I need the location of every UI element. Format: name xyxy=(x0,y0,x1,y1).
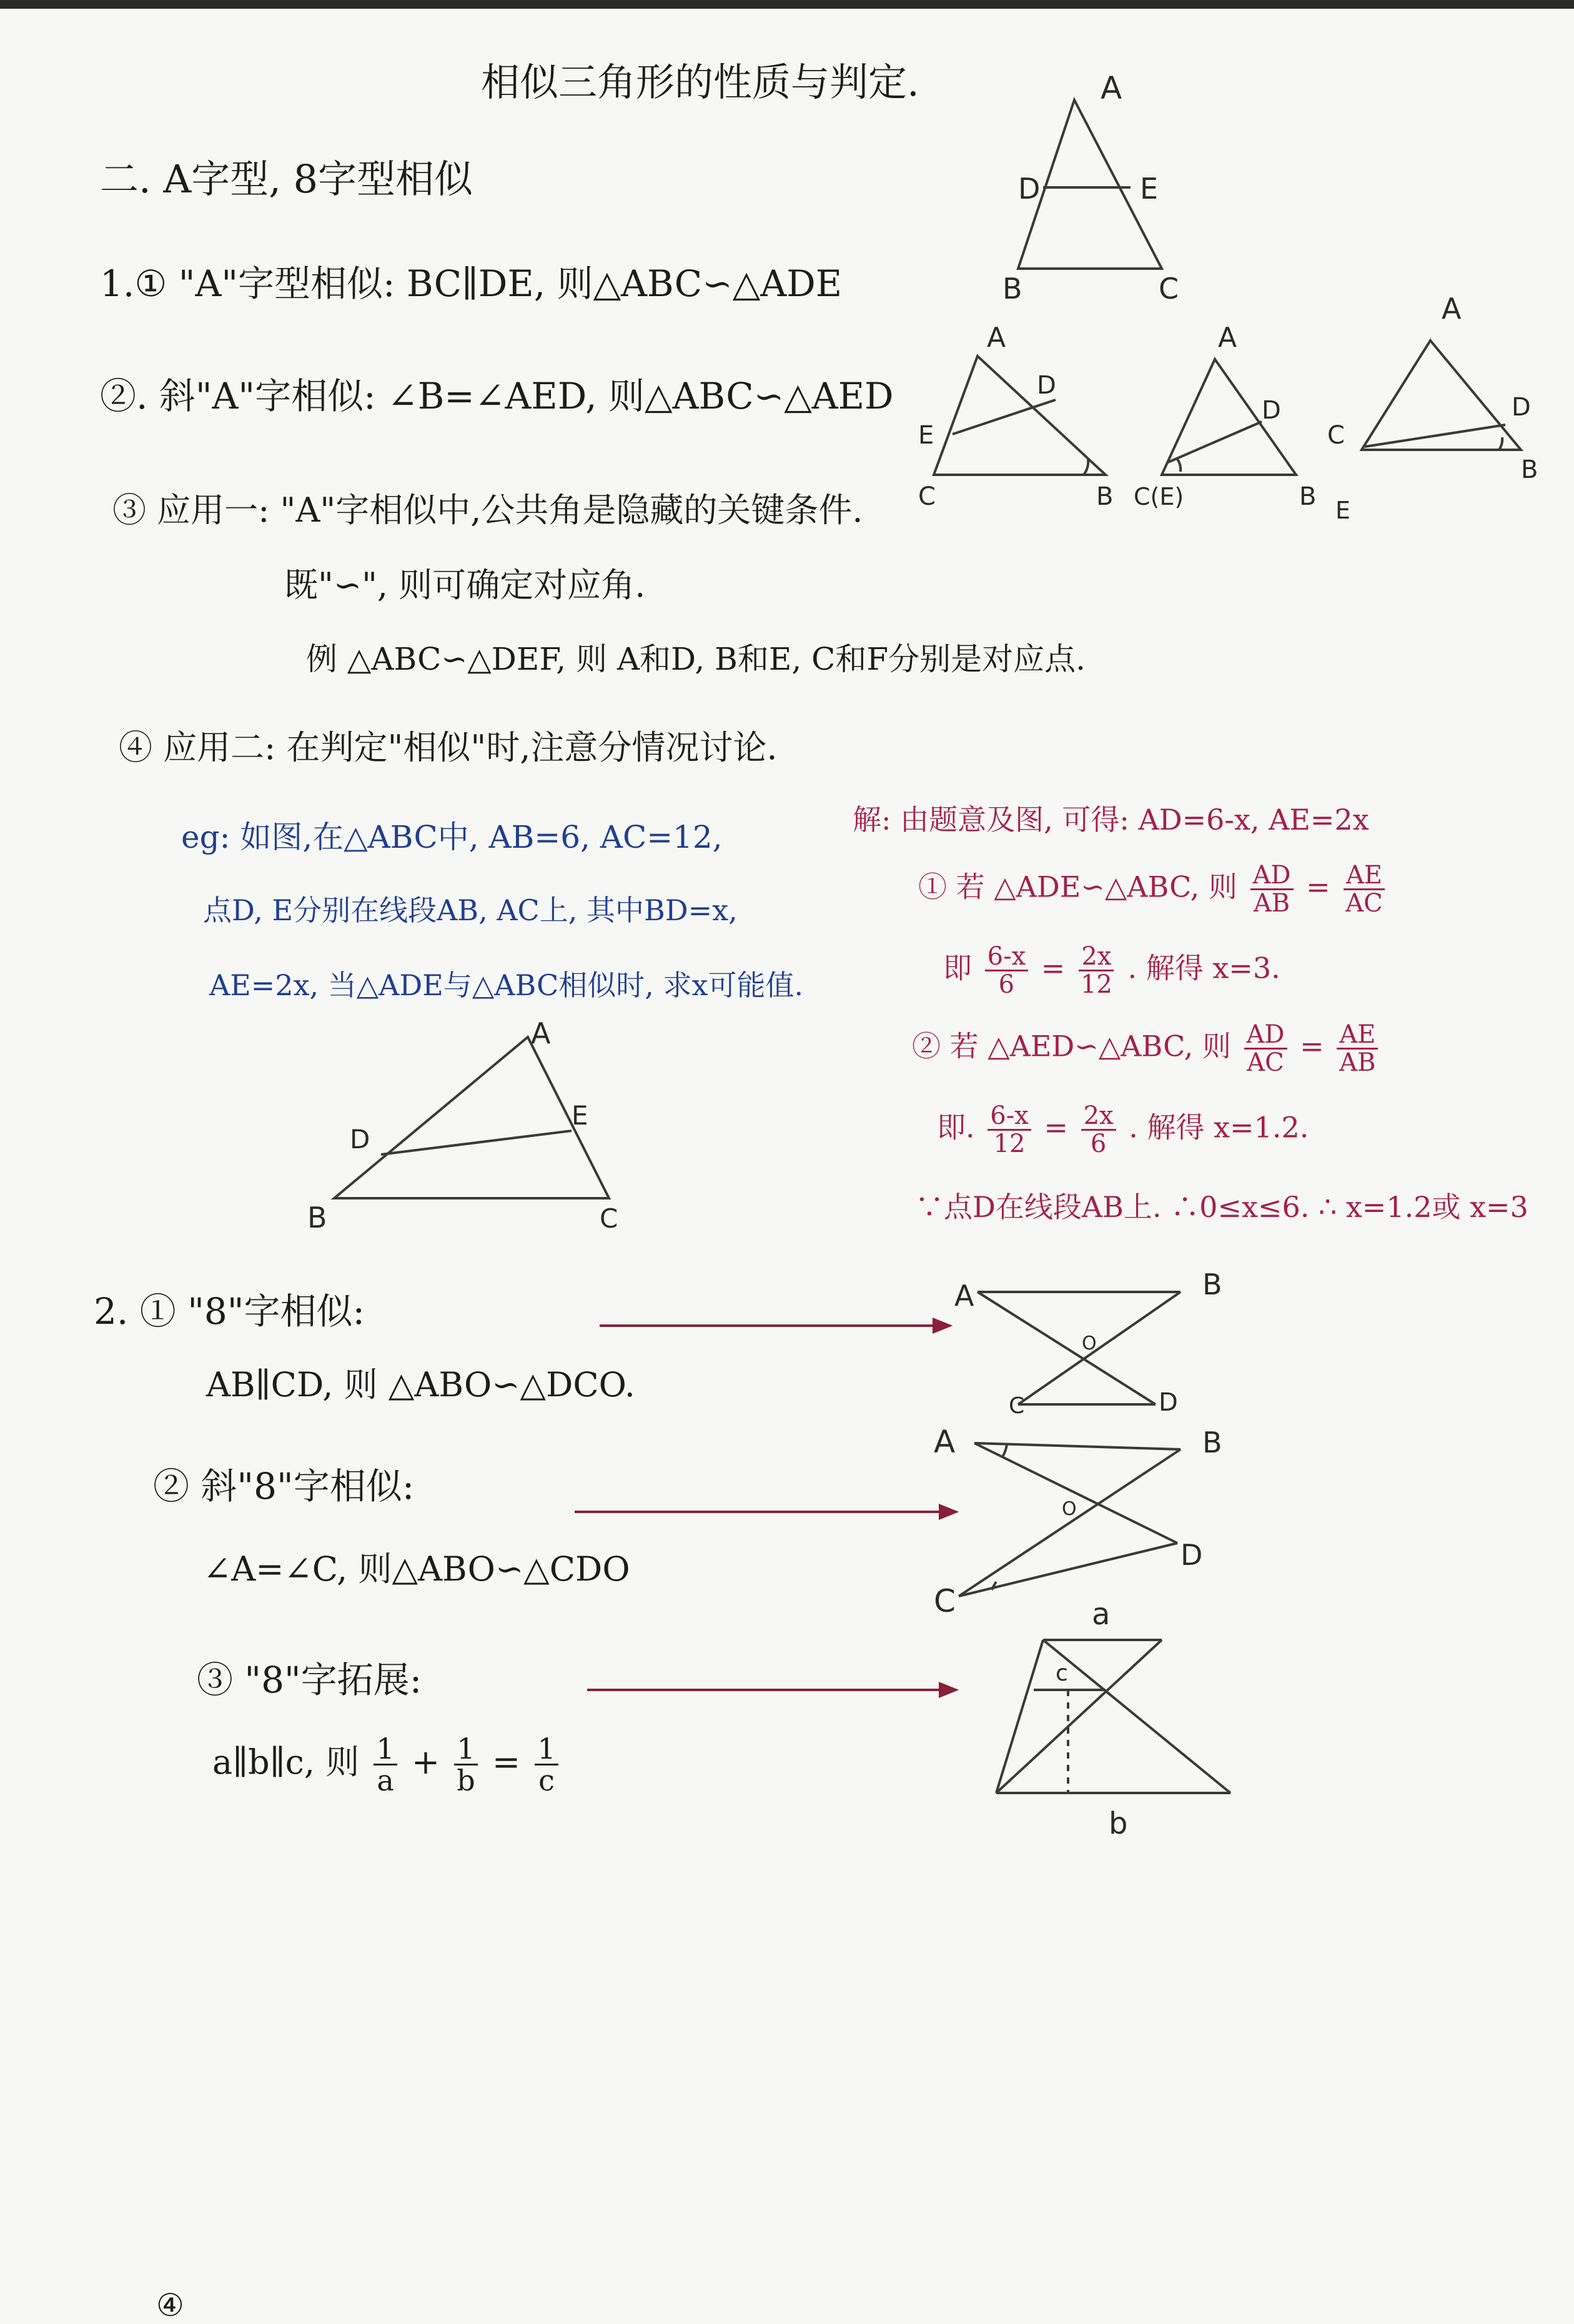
label-d: D xyxy=(1512,393,1531,422)
figure-eight-extension xyxy=(996,1597,1230,1841)
label-b: B xyxy=(307,1201,327,1234)
item-four-marker: ④ xyxy=(156,2287,184,2323)
label-c: C xyxy=(600,1203,618,1234)
page-title: 相似三角形的性质与判定. xyxy=(481,59,919,105)
label-e: E xyxy=(918,421,934,450)
label-a: A xyxy=(954,1279,974,1313)
label-e: E xyxy=(1335,497,1351,524)
figure-example-triangle xyxy=(307,1016,618,1234)
label-b: B xyxy=(1002,272,1022,305)
label-a-lower: a xyxy=(1092,1597,1111,1632)
label-a: A xyxy=(934,1424,956,1460)
item-oblique-eight-type: ② 斜"8"字相似: xyxy=(153,1465,415,1507)
figure-oblique-a-2 xyxy=(1134,322,1316,511)
label-d: D xyxy=(350,1124,370,1155)
arrow-eight-extension xyxy=(587,1684,956,1696)
label-c-lower: c xyxy=(1056,1661,1068,1686)
eight-type-condition: AB∥CD, 则 △ABO∽△DCO. xyxy=(206,1365,635,1404)
example-line3: AE=2x, 当△ADE与△ABC相似时, 求x可能值. xyxy=(209,968,804,1002)
label-c: C xyxy=(934,1583,956,1619)
label-a: A xyxy=(531,1016,551,1050)
label-e: E xyxy=(572,1100,588,1131)
item-eight-type: 2. ① "8"字相似: xyxy=(94,1290,365,1333)
label-c: C xyxy=(1327,421,1345,450)
application-one-example: 例 △ABC∽△DEF, 则 A和D, B和E, C和F分别是对应点. xyxy=(306,641,1086,677)
label-b: B xyxy=(1096,482,1114,511)
solution-conclusion: ∵点D在线段AB上. ∴0≤x≤6. ∴ x=1.2或 x=3 xyxy=(915,1190,1528,1224)
eight-extension-formula: a∥b∥c, 则 $\frac{1}{a}$ + $\frac{1}{b}$ = $\frac{1}{c}$ xyxy=(212,1734,562,1796)
section-a-heading: 二. A字型, 8字型相似 xyxy=(100,156,473,202)
label-d: D xyxy=(1262,396,1281,425)
label-a: A xyxy=(1101,70,1122,106)
label-d: D xyxy=(1037,371,1056,400)
label-c: C xyxy=(1159,272,1179,305)
application-one-line2: 既"∽", 则可确定对应角. xyxy=(284,565,646,605)
label-d: D xyxy=(1018,172,1041,206)
figure-eight-type xyxy=(954,1268,1222,1419)
arrow-eight-type xyxy=(600,1319,949,1332)
figure-oblique-eight xyxy=(934,1424,1222,1619)
label-a: A xyxy=(987,322,1006,354)
solution-case1: ① 若 △ADE∽△ABC, 则 $\frac{AD}{AB}$ = $\frac{AE}{AC}$ xyxy=(918,862,1389,916)
label-c-e: C(E) xyxy=(1134,483,1184,510)
item-oblique-a-type: ②. 斜"A"字相似: ∠B=∠AED, 则△ABC∽△AED xyxy=(100,375,894,417)
figure-a-type xyxy=(1002,70,1179,305)
label-b: B xyxy=(1202,1268,1222,1301)
solution-case2: ② 若 △AED∽△ABC, 则 $\frac{AD}{AC}$ = $\frac{AE}{AB}$ xyxy=(912,1021,1382,1076)
label-b-lower: b xyxy=(1109,1806,1128,1841)
label-o: O xyxy=(1062,1498,1077,1520)
solution-case2-equation: 即. $\frac{6-x}{12}$ = $\frac{2x}{6}$ . 解得 x=1.2. xyxy=(937,1101,1309,1158)
solution-case1-equation: 即 $\frac{6-x}{6}$ = $\frac{2x}{12}$ . 解得 x=3. xyxy=(943,942,1280,999)
item-eight-extension: ③ "8"字拓展: xyxy=(197,1659,422,1701)
label-c: C xyxy=(1009,1393,1025,1419)
figure-oblique-a-3 xyxy=(1327,292,1538,524)
label-d: D xyxy=(1180,1538,1203,1572)
label-e: E xyxy=(1140,172,1159,206)
label-o: O xyxy=(1082,1333,1097,1354)
label-b: B xyxy=(1521,455,1538,484)
label-a: A xyxy=(1442,292,1462,325)
arrow-oblique-eight xyxy=(575,1506,956,1518)
example-line1: eg: 如图,在△ABC中, AB=6, AC=12, xyxy=(181,819,723,855)
item-application-two: ④ 应用二: 在判定"相似"时,注意分情况讨论. xyxy=(119,728,778,767)
example-line2: 点D, E分别在线段AB, AC上, 其中BD=x, xyxy=(203,893,738,927)
solution-line1: 解: 由题意及图, 可得: AD=6-x, AE=2x xyxy=(853,803,1369,837)
label-c: C xyxy=(918,482,936,511)
label-d: D xyxy=(1159,1388,1178,1417)
label-a: A xyxy=(1218,322,1237,354)
label-b: B xyxy=(1202,1426,1222,1459)
oblique-eight-condition: ∠A=∠C, 则△ABO∽△CDO xyxy=(203,1549,630,1589)
item-application-one: ③ 应用一: "A"字相似中,公共角是隐藏的关键条件. xyxy=(112,490,863,530)
figure-oblique-a-1 xyxy=(918,322,1113,511)
label-b: B xyxy=(1299,482,1317,511)
item-a-type: 1.① "A"字型相似: BC∥DE, 则△ABC∽△ADE xyxy=(100,262,843,305)
